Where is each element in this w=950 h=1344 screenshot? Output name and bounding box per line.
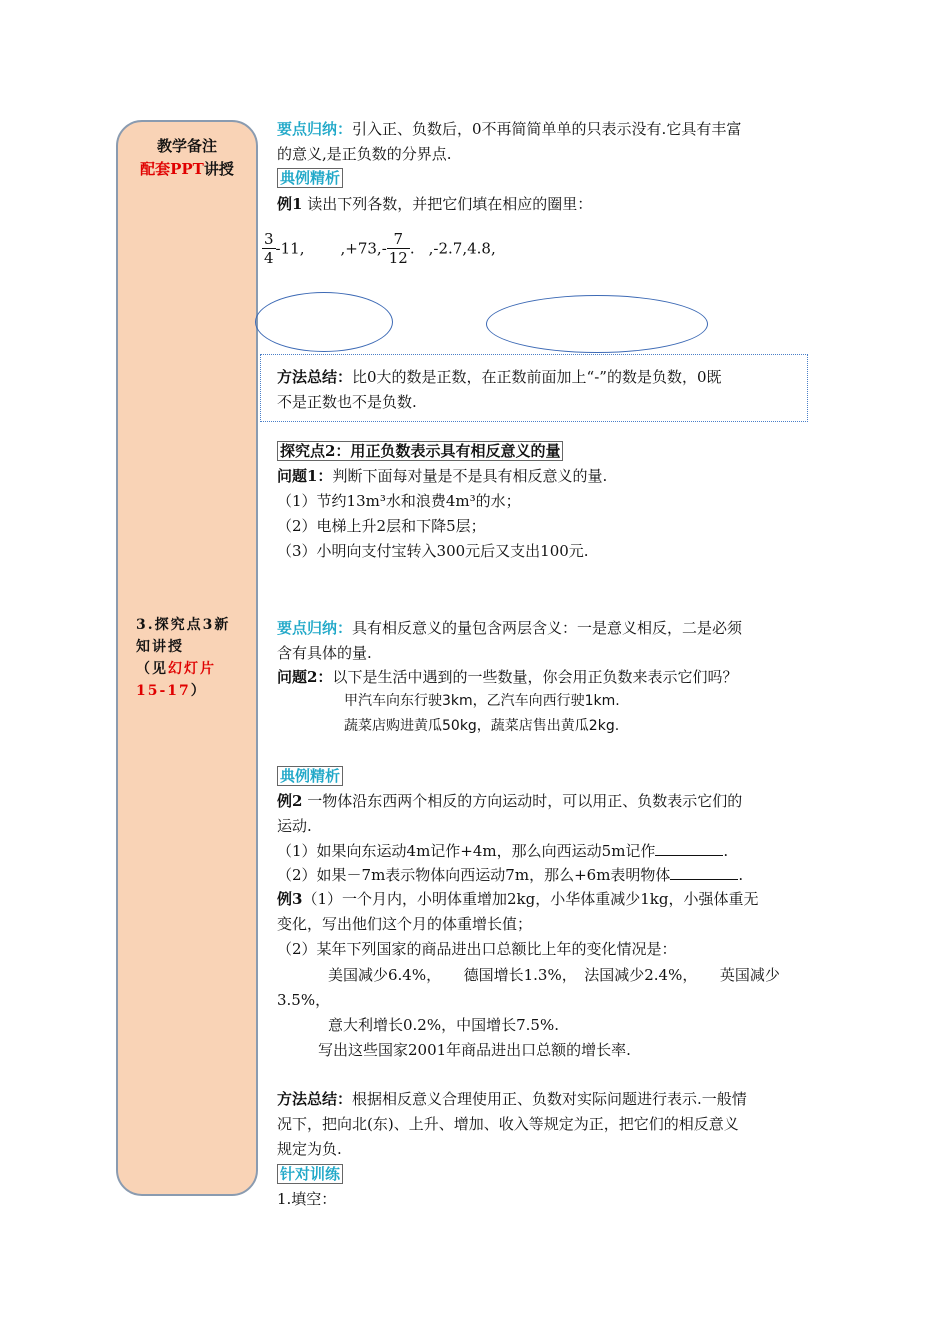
example-text: 读出下列各数，并把它们填在相应的圈里： xyxy=(307,195,593,213)
number-text: ,-2.7,4.8, xyxy=(428,239,496,258)
method-label: 方法总结： xyxy=(277,368,353,386)
sidebar-section-note xyxy=(136,614,244,702)
negative-number-circle xyxy=(486,295,708,353)
example-label: 例2 xyxy=(277,792,303,810)
example-text: 运动. xyxy=(277,817,312,835)
example-label: 例3 xyxy=(277,890,303,908)
numbers-line xyxy=(262,230,496,267)
example-item-text: （1）如果向东运动4m记作+4m，那么向西运动5m记作 xyxy=(277,842,656,860)
explore-point-2-heading xyxy=(277,440,563,461)
question-label: 问题2： xyxy=(277,668,333,686)
fraction-sign: - xyxy=(381,239,387,258)
example-text: 一物体沿东西两个相反的方向运动时，可以用正、负数表示它们的 xyxy=(307,792,743,810)
question-item: （1）节约13m³水和浪费4m³的水； xyxy=(277,492,521,510)
answer-blank[interactable] xyxy=(655,841,723,856)
example-heading-text: 典例精析 xyxy=(277,168,343,188)
question-text: 判断下面每对量是不是具有相反意义的量. xyxy=(332,467,608,485)
positive-number-circle xyxy=(255,292,393,352)
example-heading-text: 典例精析 xyxy=(277,766,343,786)
example-item-end: . xyxy=(723,842,729,860)
number-text: -11, xyxy=(275,239,305,258)
example-3 xyxy=(277,888,758,909)
country-changes: 3.5%， xyxy=(277,991,331,1009)
fraction-numerator: 3 xyxy=(264,230,274,248)
sidebar-section-line: 知讲授 xyxy=(136,639,184,655)
sidebar-section-line xyxy=(136,680,244,702)
sidebar-lecture-label: 讲授 xyxy=(203,160,234,178)
sidebar-slide-range: 15-17 xyxy=(136,683,191,699)
example-label: 例1 xyxy=(277,195,303,213)
question-2 xyxy=(277,666,737,687)
sidebar-slides-label: 幻灯片 xyxy=(168,661,216,677)
question-line: 甲汽车向东行驶3km，乙汽车向西行驶1km. xyxy=(344,693,620,709)
answer-blank[interactable] xyxy=(670,865,738,880)
sidebar-section-line: 3.探究点3新 xyxy=(136,617,231,633)
example-2-item-1 xyxy=(277,840,728,861)
example-2-item-2 xyxy=(277,864,743,885)
example-text: （2）某年下列国家的商品进出口总额比上年的变化情况是： xyxy=(277,940,677,958)
training-heading-text: 针对训练 xyxy=(277,1164,343,1184)
key-point-label: 要点归纳： xyxy=(277,619,353,637)
fraction-denominator: 4 xyxy=(264,249,274,267)
example-2 xyxy=(277,790,742,811)
method-text: 况下，把向北(东)、上升、增加、收入等规定为正，把它们的相反意义 xyxy=(277,1115,739,1133)
method-text: 不是正数也不是负数. xyxy=(277,393,417,411)
sidebar-ppt-label: 配套PPT xyxy=(140,160,204,178)
question-item: （3）小明向支付宝转入300元后又支出100元. xyxy=(277,542,589,560)
training-heading xyxy=(277,1163,343,1184)
question-item: （2）电梯上升2层和下降5层； xyxy=(277,517,486,535)
method-text: 规定为负. xyxy=(277,1140,342,1158)
example-item-text: （2）如果－7m表示物体向西运动7m，那么+6m表明物体 xyxy=(277,866,671,884)
example-text: 变化，写出他们这个月的体重增长值； xyxy=(277,915,533,933)
sidebar-paren: （见 xyxy=(136,661,168,677)
method-text: 根据相反意义合理使用正、负数对实际问题进行表示.一般情 xyxy=(352,1090,747,1108)
key-point-text: 具有相反意义的量包含两层含义：一是意义相反，二是必须 xyxy=(352,619,743,637)
number-text: . xyxy=(409,239,415,258)
teaching-notes-sidebar xyxy=(116,120,258,1196)
key-point-text: 引入正、负数后，0不再简简单单的只表示没有.它具有丰富 xyxy=(352,120,742,138)
question-1 xyxy=(277,465,607,486)
key-point-2 xyxy=(277,617,742,638)
method-summary-2 xyxy=(277,1088,747,1109)
sidebar-section-line xyxy=(136,658,244,680)
country-changes: 意大利增长0.2%，中国增长7.5%. xyxy=(328,1016,559,1034)
example-heading xyxy=(277,167,343,188)
key-point-label: 要点归纳： xyxy=(277,120,353,138)
fraction-3-4 xyxy=(262,230,276,267)
country-changes: 美国减少6.4%， 德国增长1.3%， 法国减少2.4%， 英国减少 xyxy=(328,966,780,984)
fraction-7-12 xyxy=(387,230,410,267)
method-summary-1 xyxy=(277,366,722,387)
example-text: （1）一个月内，小明体重增加2kg，小华体重减少1kg，小强体重无 xyxy=(302,890,759,908)
sidebar-title: 教学备注 xyxy=(156,137,217,155)
sidebar-paren: ） xyxy=(190,683,207,699)
fraction-numerator: 7 xyxy=(387,230,410,249)
method-label: 方法总结： xyxy=(277,1090,353,1108)
number-text: ,+73, xyxy=(340,239,382,258)
fraction-denominator: 12 xyxy=(388,249,408,267)
question-line: 蔬菜店购进黄瓜50kg，蔬菜店售出黄瓜2kg. xyxy=(344,718,620,734)
question-text: 以下是生活中遇到的一些数量，你会用正负数来表示它们吗？ xyxy=(332,668,738,686)
key-point-text: 的意义,是正负数的分界点. xyxy=(277,145,452,163)
explore-heading-text: 探究点2：用正负数表示具有相反意义的量 xyxy=(277,441,563,461)
key-point-text: 含有具体的量. xyxy=(277,644,372,662)
example-instruction: 写出这些国家2001年商品进出口总额的增长率. xyxy=(318,1041,631,1059)
example-heading xyxy=(277,765,343,786)
example-1 xyxy=(277,193,592,214)
fill-in-heading: 1.填空： xyxy=(277,1190,337,1208)
question-label: 问题1： xyxy=(277,467,333,485)
sidebar-subtitle xyxy=(118,158,256,179)
key-point-1 xyxy=(277,118,741,139)
example-item-end: . xyxy=(738,866,744,884)
method-text: 比0大的数是正数，在正数前面加上“-”的数是负数，0既 xyxy=(352,368,722,386)
